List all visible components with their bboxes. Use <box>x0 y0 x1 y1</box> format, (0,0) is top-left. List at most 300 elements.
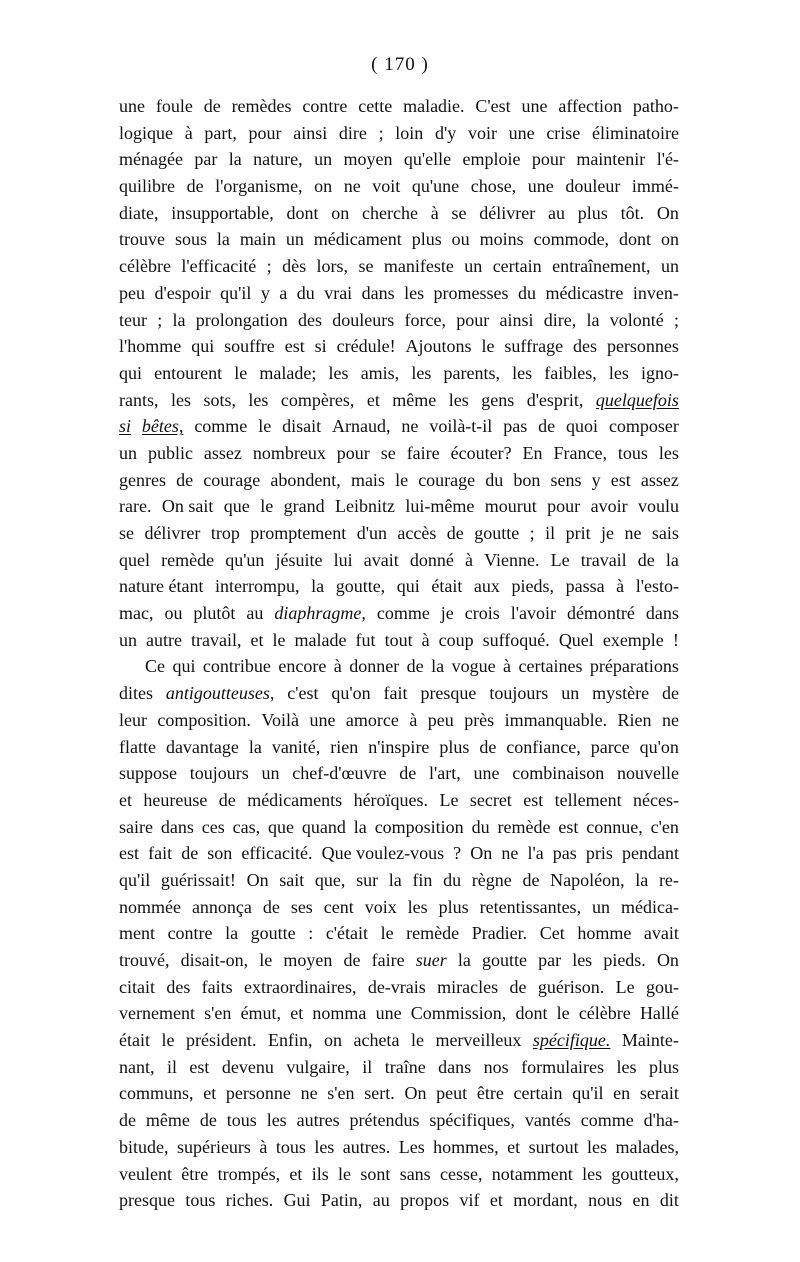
word: Enfin, <box>267 1030 313 1051</box>
word: grand <box>283 496 325 517</box>
word: travail <box>580 549 627 570</box>
word: C'est <box>475 96 511 116</box>
word: médicastre <box>545 282 624 303</box>
word: vrai <box>324 282 353 303</box>
word: toujours <box>189 763 249 784</box>
word: personne <box>225 1083 291 1104</box>
word: un <box>119 629 137 650</box>
word: le <box>234 362 248 383</box>
word: composition. <box>157 709 251 730</box>
word: la <box>228 149 242 170</box>
word: il <box>545 523 556 543</box>
word: nant, <box>119 1056 155 1077</box>
word: du <box>471 816 490 837</box>
word: y <box>591 469 601 490</box>
text-line <box>119 440 679 467</box>
text-line <box>119 493 679 520</box>
word: pour <box>336 442 370 463</box>
word: au <box>372 1190 390 1211</box>
word: notamment <box>491 1163 573 1184</box>
word: dans <box>361 282 395 303</box>
word: de <box>181 843 199 864</box>
word: délivrer <box>144 523 201 543</box>
word: certain <box>513 1083 563 1104</box>
word: voulu <box>637 496 679 517</box>
word: surtout <box>528 1136 579 1157</box>
word: est <box>119 843 139 864</box>
word: plus <box>439 736 470 757</box>
word: délivrer <box>479 202 536 223</box>
word: foule <box>155 96 193 116</box>
word: Napoléon, <box>550 869 625 890</box>
word: pieds. <box>603 950 646 970</box>
word: donner <box>349 656 400 677</box>
word: suffrage <box>504 336 564 357</box>
word: qu'une <box>411 176 460 197</box>
word: vogue <box>451 656 496 677</box>
page-number: ( 170 ) <box>371 54 429 75</box>
word: vanité, <box>271 736 321 757</box>
word: dites <box>119 683 153 704</box>
word: d'esprit, <box>526 389 584 410</box>
word: douleurs <box>332 309 395 330</box>
word: cette <box>358 96 393 116</box>
text-line <box>119 93 679 120</box>
word: être <box>476 1083 504 1104</box>
word: combinaison <box>512 763 605 784</box>
word: à <box>409 709 418 730</box>
word: chef-d'œuvre <box>292 763 387 784</box>
word: pieds, <box>511 576 554 597</box>
text-line <box>119 974 679 1001</box>
word: dans <box>160 816 194 837</box>
word: était <box>431 576 463 597</box>
word: connue, <box>586 816 643 837</box>
word: une <box>527 176 554 197</box>
word: un <box>314 149 333 170</box>
word: sous <box>174 229 207 250</box>
word: on <box>323 1030 342 1051</box>
word: composition <box>374 816 464 837</box>
word: main <box>239 229 276 250</box>
word: peu <box>427 709 454 730</box>
word: remède <box>406 923 460 944</box>
word: de <box>446 523 464 543</box>
word: c'était <box>325 923 369 944</box>
word: en <box>632 1190 650 1211</box>
word: le <box>258 416 272 437</box>
text-line <box>119 627 679 654</box>
word: qu'il <box>572 1083 604 1104</box>
word: On <box>656 950 679 970</box>
word: hommes, <box>433 1136 499 1157</box>
word: immanquable. <box>504 709 608 730</box>
word: quel <box>119 549 150 570</box>
word: les <box>407 896 428 917</box>
word: public <box>147 442 193 463</box>
word: crédule! <box>336 336 396 357</box>
word: écouter? <box>450 442 512 463</box>
word: souffre <box>224 336 275 357</box>
word: prit <box>565 523 591 543</box>
word: de <box>186 176 204 197</box>
word: plutôt <box>193 603 236 624</box>
word: amis, <box>360 362 400 383</box>
word: ses <box>290 896 313 917</box>
word: l'esto- <box>635 576 679 597</box>
word: une <box>473 763 500 784</box>
word: dit <box>659 1190 679 1211</box>
word: a <box>279 282 288 303</box>
word: du <box>443 869 462 890</box>
word: de <box>479 736 497 757</box>
word: presque <box>420 683 477 704</box>
word: un <box>561 683 580 704</box>
text-line <box>119 1054 679 1081</box>
word: trop <box>210 523 240 543</box>
word: assez <box>640 469 679 490</box>
text-line <box>119 253 679 280</box>
text-line <box>119 787 679 814</box>
word: à <box>333 656 342 677</box>
word: tous <box>617 442 648 463</box>
word: à <box>421 629 430 650</box>
word: On <box>470 843 493 864</box>
word: dire <box>338 122 367 143</box>
word: ? <box>453 843 462 864</box>
word: miracles <box>437 976 499 997</box>
word: ! <box>672 629 679 650</box>
word: les <box>608 362 629 383</box>
word: fut <box>355 629 376 650</box>
word: nouvelle <box>616 763 679 784</box>
text-line <box>119 413 679 440</box>
word: qu'un <box>225 549 265 570</box>
word: on <box>660 229 679 250</box>
word: de <box>176 469 194 490</box>
word: dont <box>515 1003 548 1024</box>
word: moyen <box>283 950 333 970</box>
word: Ce <box>145 656 165 677</box>
word: sais <box>651 523 679 543</box>
word: les <box>448 389 469 410</box>
word: médicaments <box>247 789 343 810</box>
word: sait <box>279 869 305 890</box>
word: nombreux <box>252 442 326 463</box>
text-line <box>119 814 679 841</box>
word: disait <box>282 416 322 437</box>
word: mordant, <box>513 1190 578 1211</box>
word: de <box>522 869 540 890</box>
word: ; <box>673 309 679 330</box>
word: leur <box>119 709 147 730</box>
word: par <box>194 149 218 170</box>
word: Patin, <box>320 1190 363 1211</box>
word: une <box>521 96 548 116</box>
word: pour <box>547 496 581 517</box>
word: s'en <box>204 1003 232 1024</box>
text-line <box>119 120 679 147</box>
word: donné <box>409 549 454 570</box>
word: et <box>507 1136 521 1157</box>
word: On <box>246 869 269 890</box>
emphasized-word: spécifique. <box>532 1030 611 1051</box>
word: merveilleux <box>435 1030 522 1051</box>
text-line <box>119 1080 679 1107</box>
word: goutte <box>481 950 527 970</box>
word: formulaires <box>521 1056 605 1077</box>
word: traîne <box>384 1056 426 1077</box>
word: se <box>119 523 134 543</box>
word: dans <box>438 1056 472 1077</box>
word: se <box>358 256 374 277</box>
word: Arnaud, <box>332 416 391 437</box>
word: je <box>440 603 454 624</box>
word: qui <box>396 576 420 597</box>
word: devenu <box>221 1056 274 1077</box>
word: vernement <box>119 1003 195 1024</box>
word: parce <box>590 736 630 757</box>
word: entourent <box>154 362 223 383</box>
word: pas <box>552 843 577 864</box>
word: comme <box>376 603 430 624</box>
word: il <box>362 1056 373 1077</box>
word: n'inspire <box>368 736 430 757</box>
word: une <box>375 1003 402 1024</box>
word: et <box>289 1163 303 1184</box>
word: la <box>635 869 649 890</box>
word: de <box>119 1110 136 1131</box>
word: loin <box>395 122 424 143</box>
word: cent <box>323 896 354 917</box>
word: gens <box>481 389 515 410</box>
word: Vienne. <box>484 549 540 570</box>
text-line <box>119 280 679 307</box>
word: remède <box>161 549 215 570</box>
word: prétendus <box>349 1110 420 1131</box>
word: émut, <box>240 1003 282 1024</box>
word: la <box>457 950 471 970</box>
word: d'espoir <box>154 282 211 303</box>
word: ainsi <box>293 122 328 143</box>
text-line <box>119 947 679 974</box>
word: il <box>166 1056 177 1077</box>
word: la <box>353 816 367 837</box>
text-line <box>119 1000 679 1027</box>
word: à <box>430 202 439 223</box>
word: les <box>658 442 679 463</box>
word: quoi <box>566 416 599 437</box>
word: les <box>266 1110 287 1131</box>
word: contre <box>167 923 213 944</box>
word: re- <box>658 869 679 890</box>
word: coup <box>438 629 474 650</box>
word: qui <box>191 336 215 357</box>
word: ment <box>119 923 155 944</box>
word: ne <box>661 709 679 730</box>
word: l'avoir <box>510 603 556 624</box>
word: la <box>665 549 679 570</box>
word: cesse, <box>440 1163 483 1184</box>
word: de <box>218 789 236 810</box>
word: se <box>380 442 396 463</box>
word: médica- <box>620 896 679 917</box>
word: spécifiques, <box>429 1110 515 1131</box>
word: un <box>285 229 304 250</box>
word: vulgaire, <box>286 1056 350 1077</box>
word: chose, <box>470 176 517 197</box>
word: la <box>216 229 230 250</box>
word: et <box>119 789 132 810</box>
word: immé- <box>631 176 679 197</box>
word: et <box>290 1003 304 1024</box>
word: trouvé, <box>119 950 170 970</box>
word: aux <box>473 576 500 597</box>
word: y <box>260 282 270 303</box>
word: cherche <box>362 202 418 223</box>
word: : <box>308 923 314 944</box>
word: plus <box>577 202 608 223</box>
text-line <box>119 1187 679 1214</box>
word: s'en <box>327 1083 355 1104</box>
word: sont <box>360 1163 391 1184</box>
word: presque <box>119 1190 175 1211</box>
text-line <box>119 1027 679 1054</box>
word: est <box>284 336 305 357</box>
word: des <box>298 309 322 330</box>
word: Ajoutons <box>405 336 472 357</box>
word: pris <box>585 843 613 864</box>
word: le <box>161 1030 175 1051</box>
word: on <box>314 176 333 197</box>
text-line <box>119 894 679 921</box>
word: le <box>380 923 394 944</box>
word: riches. <box>225 1190 274 1211</box>
word: malade <box>294 629 347 650</box>
word: promesses <box>433 282 509 303</box>
word: suppose <box>119 763 177 784</box>
word: trompés, <box>217 1163 281 1184</box>
word: Hallé <box>639 1003 679 1024</box>
word: qu'il <box>119 869 151 890</box>
word: autres <box>296 1110 340 1131</box>
word: promptement <box>250 523 347 543</box>
word: de <box>538 416 556 437</box>
word: du <box>296 282 315 303</box>
word: vantés <box>524 1110 571 1131</box>
word: faire <box>406 442 440 463</box>
word: ou <box>164 603 183 624</box>
word: préparations <box>589 656 679 677</box>
word: dès <box>282 256 307 277</box>
word: interrompu, <box>215 576 300 597</box>
word: les <box>314 1136 335 1157</box>
word: moyen <box>343 149 393 170</box>
word: nomma <box>312 1003 367 1024</box>
word: on <box>331 202 350 223</box>
word: qu'elle <box>403 149 452 170</box>
word: Cet <box>539 923 565 944</box>
word: célèbre <box>578 1003 631 1024</box>
word: que <box>223 496 250 517</box>
word: contre <box>302 96 348 116</box>
word: ; <box>378 122 384 143</box>
word: de <box>637 549 655 570</box>
word: pour <box>531 149 565 170</box>
emphasized-word: quelquefois <box>595 389 679 410</box>
text-line <box>119 333 679 360</box>
word: assez <box>203 442 242 463</box>
word: les <box>572 950 593 970</box>
word: peu <box>119 282 145 303</box>
word: la <box>172 309 186 330</box>
word: Le <box>550 549 570 570</box>
word: quilibre <box>119 176 175 197</box>
word: à <box>464 549 473 570</box>
word: mourut <box>484 496 537 517</box>
word: un <box>592 896 611 917</box>
word: par <box>538 950 562 970</box>
word: ainsi <box>499 309 534 330</box>
word: annonça <box>191 896 252 917</box>
word: dont <box>286 202 319 223</box>
word: remèdes <box>231 96 292 116</box>
word: goutteux, <box>611 1163 679 1184</box>
word: règne <box>471 869 512 890</box>
word: des <box>573 336 597 357</box>
word: efficacité. <box>241 843 313 864</box>
word: faits <box>201 976 233 997</box>
word: commode, <box>533 229 610 250</box>
word: les <box>616 1056 637 1077</box>
word: saire <box>119 816 153 837</box>
word: est <box>189 1056 210 1077</box>
word: mais <box>350 469 385 490</box>
word: teur <box>119 309 147 330</box>
word: maladie. <box>403 96 465 116</box>
word: mac, <box>119 603 154 624</box>
word: l'a <box>527 843 544 864</box>
word: serait <box>639 1083 679 1104</box>
word: la <box>225 923 239 944</box>
word: jésuite <box>275 549 323 570</box>
word: tellement <box>554 789 622 810</box>
word: de <box>661 683 679 704</box>
word: le <box>481 336 495 357</box>
word: même <box>145 1110 190 1131</box>
word: manifeste <box>383 256 454 277</box>
word: qu'on <box>331 683 371 704</box>
word: l'efficacité <box>181 256 257 277</box>
word: si <box>314 336 327 357</box>
text-line <box>119 547 679 574</box>
word: compères, <box>280 389 355 410</box>
word: ne <box>624 523 642 543</box>
word: néces- <box>633 789 679 810</box>
word: un <box>261 763 280 784</box>
word: courage <box>203 469 261 490</box>
word: sert. <box>364 1083 395 1104</box>
word: certaines <box>518 656 583 677</box>
word: de <box>199 1110 217 1131</box>
word: moins <box>479 229 524 250</box>
word: mystère <box>592 683 650 704</box>
word: les <box>170 389 191 410</box>
word: suffoqué. <box>482 629 550 650</box>
word: médicament <box>313 229 402 250</box>
body-text <box>119 93 679 1214</box>
word: amorce <box>345 709 399 730</box>
